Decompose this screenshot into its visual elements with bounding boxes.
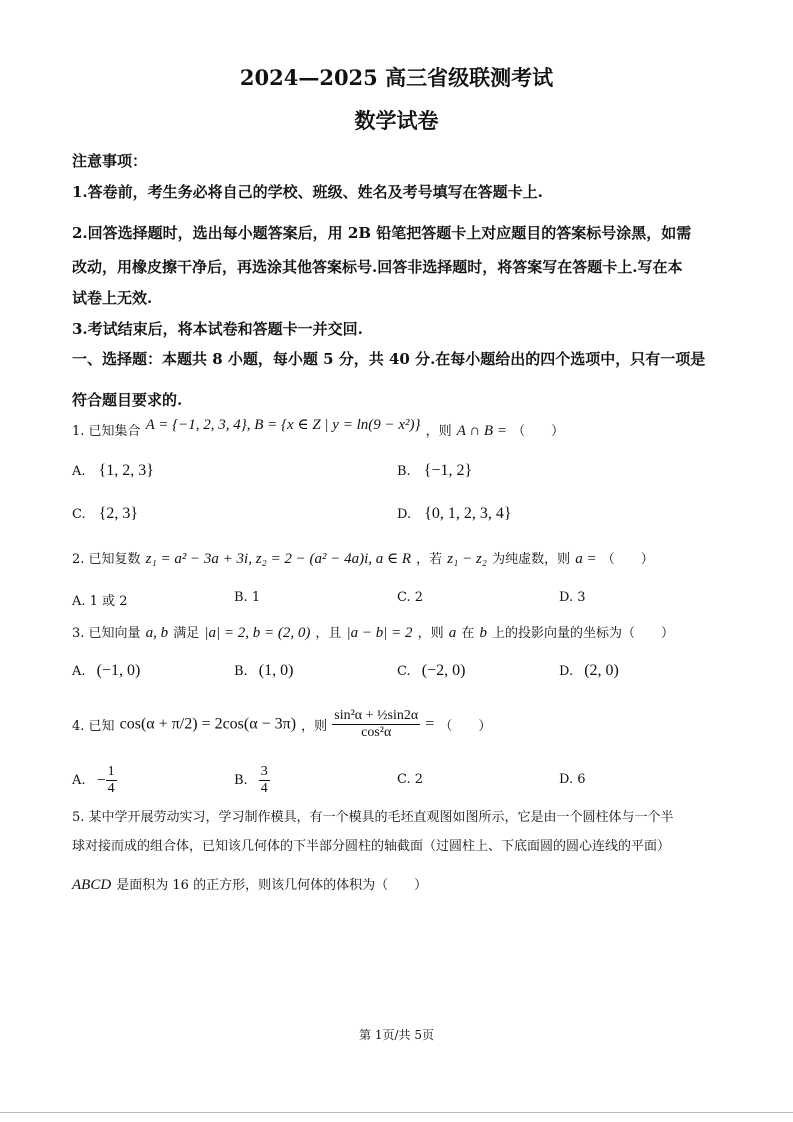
q3-e1: |a| = 2, b = (2, 0) xyxy=(204,625,311,641)
q5-line3 xyxy=(72,874,427,894)
section-heading-line2: 符合题目要求的. xyxy=(72,391,183,409)
q4-option-c[interactable]: C. 2 xyxy=(397,772,424,787)
q2-prefix: 2. 已知复数 xyxy=(72,552,141,567)
q3-e2: |a − b| = 2 xyxy=(346,625,413,641)
q5-line1: 5. 某中学开展劳动实习，学习制作模具，有一个模具的毛坯直观图如图所示，它是由一个圆柱体与一个半 xyxy=(72,810,674,825)
question-2 xyxy=(72,548,654,568)
q3-option-d[interactable]: D. (2, 0) xyxy=(559,662,619,679)
question-1 xyxy=(72,417,565,440)
section-heading-line1: 一、选择题：本题共 8 小题，每小题 5 分，共 40 分.在每小题给出的四个选项中，只有一项是 xyxy=(72,350,706,368)
q3-t1: 满足 xyxy=(173,626,200,641)
q1-suffix: ，则 xyxy=(425,424,452,439)
q4-denominator: cos²α xyxy=(361,725,392,740)
q2-option-c[interactable]: C. 2 xyxy=(397,590,424,605)
q2-option-d[interactable]: D. 3 xyxy=(559,590,586,605)
q3-t5: 上的投影向量的坐标为（ ） xyxy=(492,626,675,641)
notice-item-1: 1.答卷前，考生务必将自己的学校、班级、姓名及考号填写在答题卡上. xyxy=(72,183,543,201)
q2-option-a[interactable]: A. 1 或 2 xyxy=(72,594,128,609)
q5-abcd: ABCD xyxy=(72,877,112,893)
notice-item-2-line1: 2.回答选择题时，选出每小题答案后，用 2B 铅笔把答题卡上对应题目的答案标号涂黑，如需 xyxy=(72,224,692,242)
q3-vb: b xyxy=(479,625,487,641)
notice-heading: 注意事项： xyxy=(72,152,148,170)
q3-option-b[interactable]: B. (1, 0) xyxy=(234,662,294,679)
q4-option-b[interactable]: B. $\frac{3}{4}$ xyxy=(234,764,268,796)
q5-line2: 球对接而成的组合体，已知该几何体的下半部分圆柱的轴截面（过圆柱上、下底面圆的圆心连线的平面） xyxy=(72,839,671,854)
question-4 xyxy=(72,708,491,741)
notice-item-3: 3.考试结束后，将本试卷和答题卡一并交回. xyxy=(72,320,363,338)
q1-option-d[interactable]: D. {0, 1, 2, 3, 4} xyxy=(397,505,512,522)
q2-var: a = xyxy=(575,551,597,567)
q1-option-c[interactable]: C. {2, 3} xyxy=(72,505,139,522)
q2-paren: （ ） xyxy=(601,552,654,567)
q3-va: a xyxy=(448,625,457,641)
q1-paren: （ ） xyxy=(512,424,565,439)
exam-subtitle: 数学试卷 xyxy=(354,108,439,133)
q3-prefix: 3. 已知向量 xyxy=(72,626,141,641)
q2-suffix: 为纯虚数，则 xyxy=(492,552,571,567)
q3-t4: 在 xyxy=(461,626,475,641)
exam-title: 2024—2025 高三省级联测考试 xyxy=(239,65,554,90)
q1-option-b[interactable]: B. {−1, 2} xyxy=(397,462,473,479)
q2-mid: ，若 xyxy=(416,552,443,567)
q1-sets: A = {−1, 2, 3, 4}, B = {x ∈ Z | y = ln(9 − x²)} xyxy=(145,417,421,433)
q4-equals: = xyxy=(425,715,435,733)
q4-condition: cos(α + π/2) = 2cos(α − 3π) xyxy=(119,715,297,733)
q3-option-c[interactable]: C. (−2, 0) xyxy=(397,662,466,679)
q4-paren: （ ） xyxy=(439,719,492,734)
q3-t2: ，且 xyxy=(315,626,342,641)
q5-text: 是面积为 16 的正方形，则该几何体的体积为（ ） xyxy=(116,878,428,893)
q1-prefix: 1. 已知集合 xyxy=(72,424,141,439)
q4-mid: ，则 xyxy=(301,719,328,734)
q4-fraction xyxy=(332,708,420,741)
question-3 xyxy=(72,622,674,642)
q1-expr: A ∩ B = xyxy=(456,423,507,439)
q4-numerator: sin²α + ½sin2α xyxy=(334,708,419,723)
q1-option-a[interactable]: A. {1, 2, 3} xyxy=(72,462,154,479)
page-bottom-divider xyxy=(0,1112,793,1113)
q2-option-b[interactable]: B. 1 xyxy=(234,590,261,605)
q3-t3: ，则 xyxy=(417,626,444,641)
q2-expr: z₁ = a² − 3a + 3i, z₂ = 2 − (a² − 4a)i, a ∈ R xyxy=(145,551,412,567)
q2-cond: z₁ − z₂ xyxy=(447,551,488,567)
q4-option-a[interactable]: A. − $\frac{1}{4}$ xyxy=(72,764,115,796)
q4-option-d[interactable]: D. 6 xyxy=(559,772,586,787)
q3-option-a[interactable]: A. (−1, 0) xyxy=(72,662,141,679)
q4-prefix: 4. 已知 xyxy=(72,719,115,734)
notice-item-2-line3: 试卷上无效. xyxy=(72,289,153,307)
notice-item-2-line2: 改动，用橡皮擦干净后，再选涂其他答案标号.回答非选择题时，将答案写在答题卡上.写在本 xyxy=(72,258,683,276)
q3-vectors: a, b xyxy=(145,625,169,641)
page-number: 第 1页/共 5页 xyxy=(359,1028,434,1042)
